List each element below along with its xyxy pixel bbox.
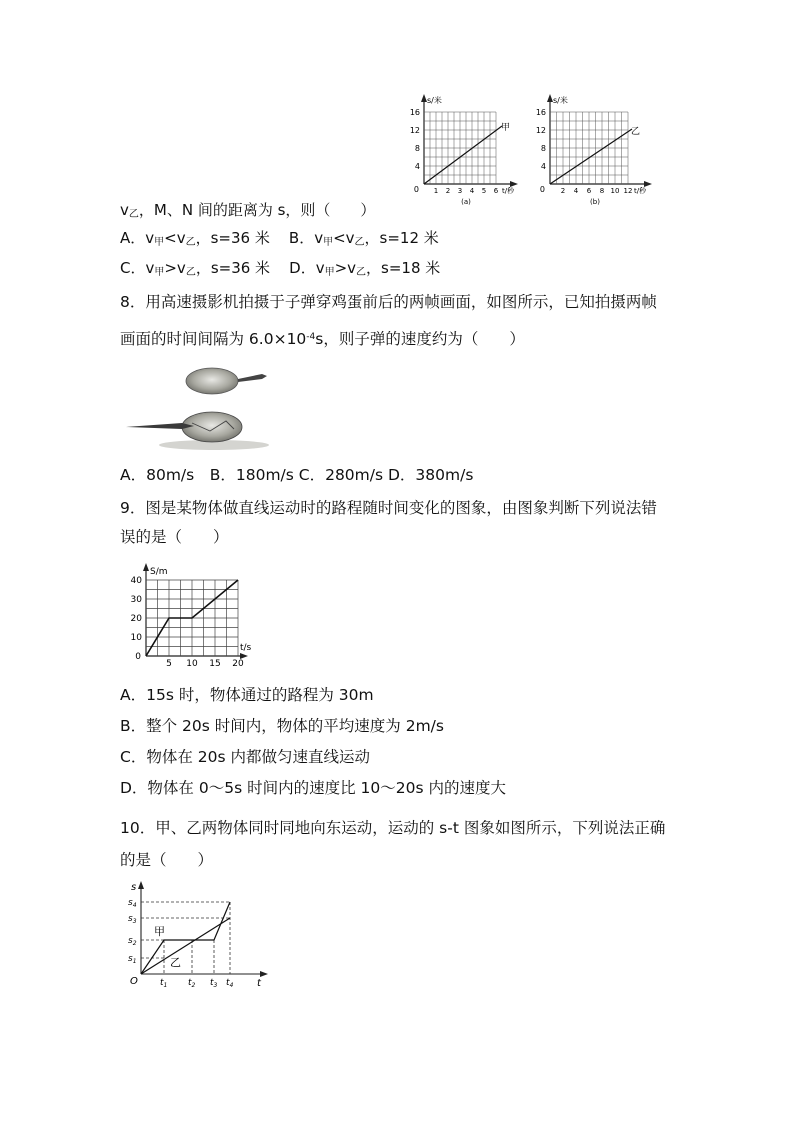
x-tick: $t_2$	[188, 978, 196, 989]
origin-label: 0	[539, 185, 545, 194]
q9-stem-line2: 误的是（ ）	[120, 528, 229, 546]
x-axis-label: t/秒	[634, 187, 647, 195]
x-tick: 1	[433, 187, 439, 195]
origin-label: 0	[135, 652, 141, 662]
series-label: 乙	[631, 127, 641, 137]
egg-bottom	[182, 412, 242, 442]
series-line-yi	[550, 129, 632, 184]
x-tick: 5	[481, 187, 487, 195]
x-axis-label: t/秒	[502, 187, 515, 195]
y-tick: $s_2$	[128, 936, 137, 947]
y-axis-label: s/米	[427, 96, 442, 105]
x-tick: 6	[493, 187, 499, 195]
y-tick: 8	[414, 144, 420, 153]
y-tick: 40	[130, 576, 142, 586]
x-tick: 3	[457, 187, 463, 195]
y-tick: 16	[409, 108, 420, 117]
y-axis-label: s/米	[553, 96, 568, 105]
x-axis-label: t	[257, 978, 261, 989]
series-line-jia	[424, 126, 502, 184]
series-label: 甲	[501, 123, 511, 133]
q10-stem-line1: 10．甲、乙两物体同时同地向东运动，运动的 s-t 图象如图所示，下列说法正确	[120, 819, 666, 837]
q7-option-c[interactable]: C．$v_甲>v_乙$，s=36 米	[120, 259, 271, 278]
origin-label: 0	[413, 185, 419, 194]
jia-label: 甲	[154, 925, 165, 938]
q10-graph	[124, 878, 274, 996]
q9-option-b[interactable]: B．整个 20s 时间内，物体的平均速度为 2m/s	[120, 717, 444, 735]
egg-bullet-photo	[122, 365, 272, 453]
q7-options-cd	[120, 258, 440, 283]
q7-options-ab	[120, 228, 439, 253]
y-tick: 12	[409, 126, 420, 135]
q9-stem-line1: 9．图是某物体做直线运动时的路程随时间变化的图象，由图象判断下列说法错	[120, 499, 657, 517]
q7-option-d[interactable]: D．$v_甲>v_乙$，s=18 米	[289, 259, 441, 278]
y-axis-label: s	[131, 882, 137, 893]
q7-graph-b	[530, 94, 660, 208]
q9-option-c[interactable]: C．物体在 20s 内都做匀速直线运动	[120, 748, 370, 766]
y-tick: 20	[130, 614, 142, 624]
jia-line	[141, 902, 230, 974]
origin-label: O	[130, 976, 138, 987]
x-tick: 10	[186, 659, 198, 669]
x-tick: 4	[573, 187, 579, 195]
y-tick: 8	[540, 144, 546, 153]
x-tick: $t_3$	[210, 978, 218, 989]
y-tick: $s_4$	[128, 898, 137, 909]
x-axis-label: t/s	[240, 643, 252, 653]
x-tick: 10	[610, 187, 620, 195]
y-tick: 4	[540, 162, 546, 171]
x-tick: 2	[445, 187, 451, 195]
x-tick: 6	[586, 187, 592, 195]
egg-top	[186, 368, 238, 394]
q8-options[interactable]: A．80m/s B．180m/s C．280m/s D．380m/s	[120, 466, 474, 484]
q9-graph	[126, 562, 266, 670]
q7-stem: $v_乙$，M、N 间的距离为 s，则（ ）	[120, 201, 376, 220]
x-tick: 15	[209, 659, 221, 669]
y-axis-label: S/m	[150, 567, 168, 577]
q8-stem-line2: 画面的时间间隔为 $6.0\times 10^{-4}s$，则子弹的速度约为（ ）	[120, 330, 525, 348]
y-tick: 4	[414, 162, 420, 171]
graph-caption: (b)	[590, 198, 600, 206]
q7-option-a[interactable]: A．$v_甲<v_乙$，s=36 米	[120, 229, 270, 248]
x-tick: $t_1$	[160, 978, 168, 989]
q9-option-d[interactable]: D．物体在 0～5s 时间内的速度比 10～20s 内的速度大	[120, 779, 506, 797]
x-tick: $t_4$	[226, 978, 234, 989]
x-tick: 8	[599, 187, 605, 195]
q9-option-a[interactable]: A．15s 时，物体通过的路程为 30m	[120, 686, 374, 704]
y-tick: 12	[535, 126, 546, 135]
y-tick: $s_1$	[128, 954, 137, 965]
q8-stem-line1: 8．用高速摄影机拍摄于子弹穿鸡蛋前后的两帧画面，如图所示，已知拍摄两帧	[120, 293, 657, 311]
y-tick: 16	[535, 108, 546, 117]
y-tick: 10	[130, 633, 142, 643]
x-tick: 2	[560, 187, 566, 195]
x-tick: 20	[232, 659, 244, 669]
q10-stem-line2: 的是（ ）	[120, 851, 214, 869]
y-tick: 30	[130, 595, 142, 605]
x-tick: 4	[469, 187, 475, 195]
y-tick: $s_3$	[128, 914, 137, 925]
x-tick: 12	[623, 187, 633, 195]
q7-option-b[interactable]: B．$v_甲<v_乙$，s=12 米	[288, 229, 439, 248]
x-tick: 5	[166, 659, 172, 669]
graph-caption: (a)	[461, 198, 471, 206]
yi-label: 乙	[170, 956, 181, 969]
q7-graph-a	[404, 94, 524, 208]
